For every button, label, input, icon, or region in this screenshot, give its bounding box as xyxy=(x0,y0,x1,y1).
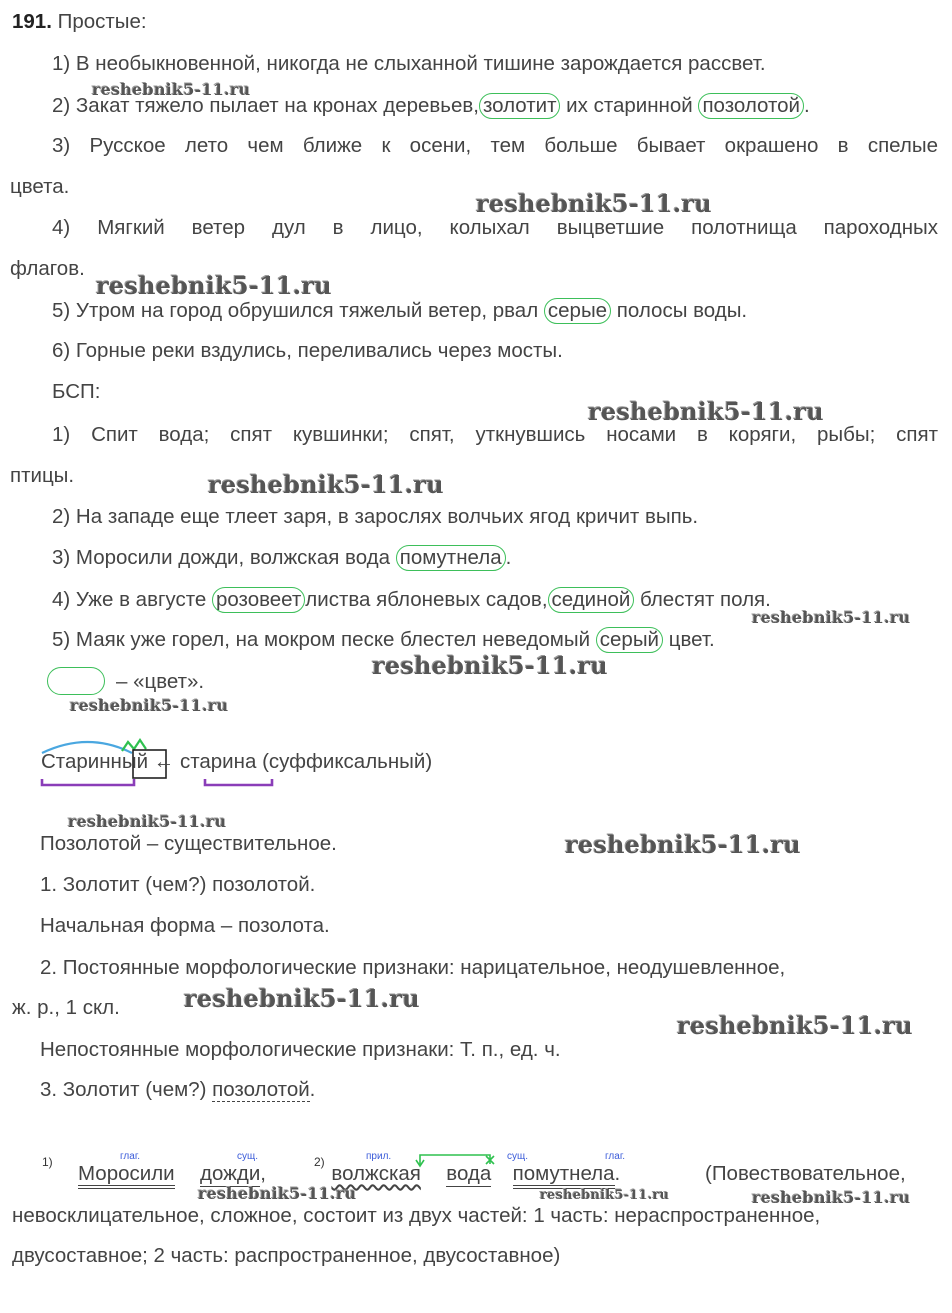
watermark: reshebnik5-11.ru xyxy=(184,984,420,1013)
analysis-title: Позолотой – существительное. xyxy=(40,832,337,855)
color-word-oval: золотит xyxy=(479,93,561,119)
task-number: 191. xyxy=(12,10,52,33)
analysis-point-3: 3. Золотит (чем?) позолотой. xyxy=(40,1078,316,1101)
color-word-oval: сединой xyxy=(548,587,635,613)
watermark: reshebnik5-11.ru xyxy=(565,830,801,859)
watermark: reshebnik5-11.ru xyxy=(70,696,229,715)
bsp-sentence-1: 1) Спит вода; спят кувшинки; спят, уткнувшись носами в коряги, рыбы; спят xyxy=(52,423,938,446)
watermark: reshebnik5-11.ru xyxy=(198,1184,357,1203)
attribute-word: волжская xyxy=(331,1162,421,1185)
morph-suffix: н xyxy=(110,750,122,773)
simple-sentence-4-cont: флагов. xyxy=(10,257,85,280)
gram-tag: сущ. xyxy=(237,1151,259,1162)
simple-sentence-2: 2) Закат тяжело пылает на кронах деревьев, золотит их старинной позолотой . xyxy=(52,94,810,117)
watermark: reshebnik5-11.ru xyxy=(752,1188,911,1207)
parse-line-1: Моросили дожди, волжская вода помутнела. xyxy=(78,1162,620,1186)
formation-method: (суффиксальный) xyxy=(262,750,433,773)
simple-sentence-1: 1) В необыкновенной, никогда не слыханной тишине зарождается рассвет. xyxy=(52,52,766,75)
watermark: reshebnik5-11.ru xyxy=(540,1188,670,1203)
simple-sentence-5: 5) Утром на город обрушился тяжелый ветер, рвал серые полосы воды. xyxy=(52,299,748,322)
subject-word: вода xyxy=(446,1162,492,1185)
watermark: reshebnik5-11.ru xyxy=(92,80,251,99)
bsp-sentence-2: 2) На западе еще тлеет заря, в зарослях волчьих ягод кричит выпь. xyxy=(52,505,699,528)
simple-heading: Простые: xyxy=(57,10,147,33)
simple-sentence-6: 6) Горные реки вздулись, переливались через мосты. xyxy=(52,339,563,362)
adverbial-underline: позолотой xyxy=(212,1078,310,1101)
morph-root: Старин xyxy=(41,750,111,773)
color-word-oval: серые xyxy=(544,298,611,324)
gram-tag: глаг. xyxy=(120,1151,141,1162)
bsp-sentence-5: 5) Маяк уже горел, на мокром песке блестел неведомый серый цвет. xyxy=(52,628,715,651)
bsp-sentence-1-cont: птицы. xyxy=(10,464,75,487)
color-word-oval: серый xyxy=(596,627,663,653)
legend-oval-icon xyxy=(47,667,105,695)
task-header xyxy=(12,10,147,34)
gram-tag: сущ. xyxy=(507,1151,529,1162)
watermark: reshebnik5-11.ru xyxy=(476,189,712,218)
part-marker-2: 2) xyxy=(314,1155,325,1169)
simple-sentence-4: 4) Мягкий ветер дул в лицо, колыхал выцветшие полотнища пароходных xyxy=(52,216,938,239)
color-word-oval: помутнела xyxy=(396,545,506,571)
watermark: reshebnik5-11.ru xyxy=(372,651,608,680)
watermark: reshebnik5-11.ru xyxy=(208,470,444,499)
color-word-oval: позолотой xyxy=(698,93,804,119)
analysis-point-2-cont: ж. р., 1 скл. xyxy=(12,996,120,1019)
base-rest: а xyxy=(244,750,257,773)
analysis-point-1: 1. Золотит (чем?) позолотой. xyxy=(40,873,316,896)
base-root: старин xyxy=(179,750,245,773)
morphemic-analysis xyxy=(40,733,560,783)
simple-sentence-3: 3) Русское лето чем ближе к осени, тем больше бывает окрашено в спелые xyxy=(52,134,938,157)
watermark: reshebnik5-11.ru xyxy=(677,1011,913,1040)
legend-text: – «цвет». xyxy=(116,670,205,693)
color-word-oval: розовеет xyxy=(212,587,305,613)
morph-ending: ый xyxy=(121,750,149,773)
parse-line-3: двусоставное; 2 часть: распространенное, двусоставное) xyxy=(12,1244,561,1267)
base-root-bracket-icon xyxy=(42,779,134,785)
analysis-point-2: 2. Постоянные морфологические признаки: нарицательное, неодушевленное, xyxy=(40,956,786,979)
part-marker-1: 1) xyxy=(42,1155,53,1169)
arrow-icon: ← xyxy=(153,750,175,773)
gram-tag: глаг. xyxy=(605,1151,626,1162)
bsp-heading: БСП: xyxy=(52,380,101,403)
simple-sentence-3-cont: цвета. xyxy=(10,175,70,198)
watermark: reshebnik5-11.ru xyxy=(96,271,332,300)
bsp-sentence-4: 4) Уже в августе розовеет листва яблоневых садов, сединой блестят поля. xyxy=(52,588,771,611)
analysis-variable: Непостоянные морфологические признаки: Т. п., ед. ч. xyxy=(40,1038,561,1061)
gram-tag: прил. xyxy=(366,1151,392,1162)
bsp-sentence-3: 3) Моросили дожди, волжская вода помутнела . xyxy=(52,546,512,569)
derived-base-bracket-icon xyxy=(205,779,272,785)
parse-tail: (Повествовательное, xyxy=(705,1162,906,1185)
parse-line-2: невосклицательное, сложное, состоит из двух частей: 1 часть: нераспространенное, xyxy=(12,1204,821,1227)
watermark: reshebnik5-11.ru xyxy=(752,608,911,627)
predicate-word: помутнела xyxy=(513,1162,615,1189)
analysis-initial-form: Начальная форма – позолота. xyxy=(40,914,330,937)
subject-word: дожди xyxy=(200,1162,261,1185)
predicate-word: Моросили xyxy=(78,1162,175,1189)
watermark: reshebnik5-11.ru xyxy=(588,397,824,426)
watermark: reshebnik5-11.ru xyxy=(68,812,227,831)
